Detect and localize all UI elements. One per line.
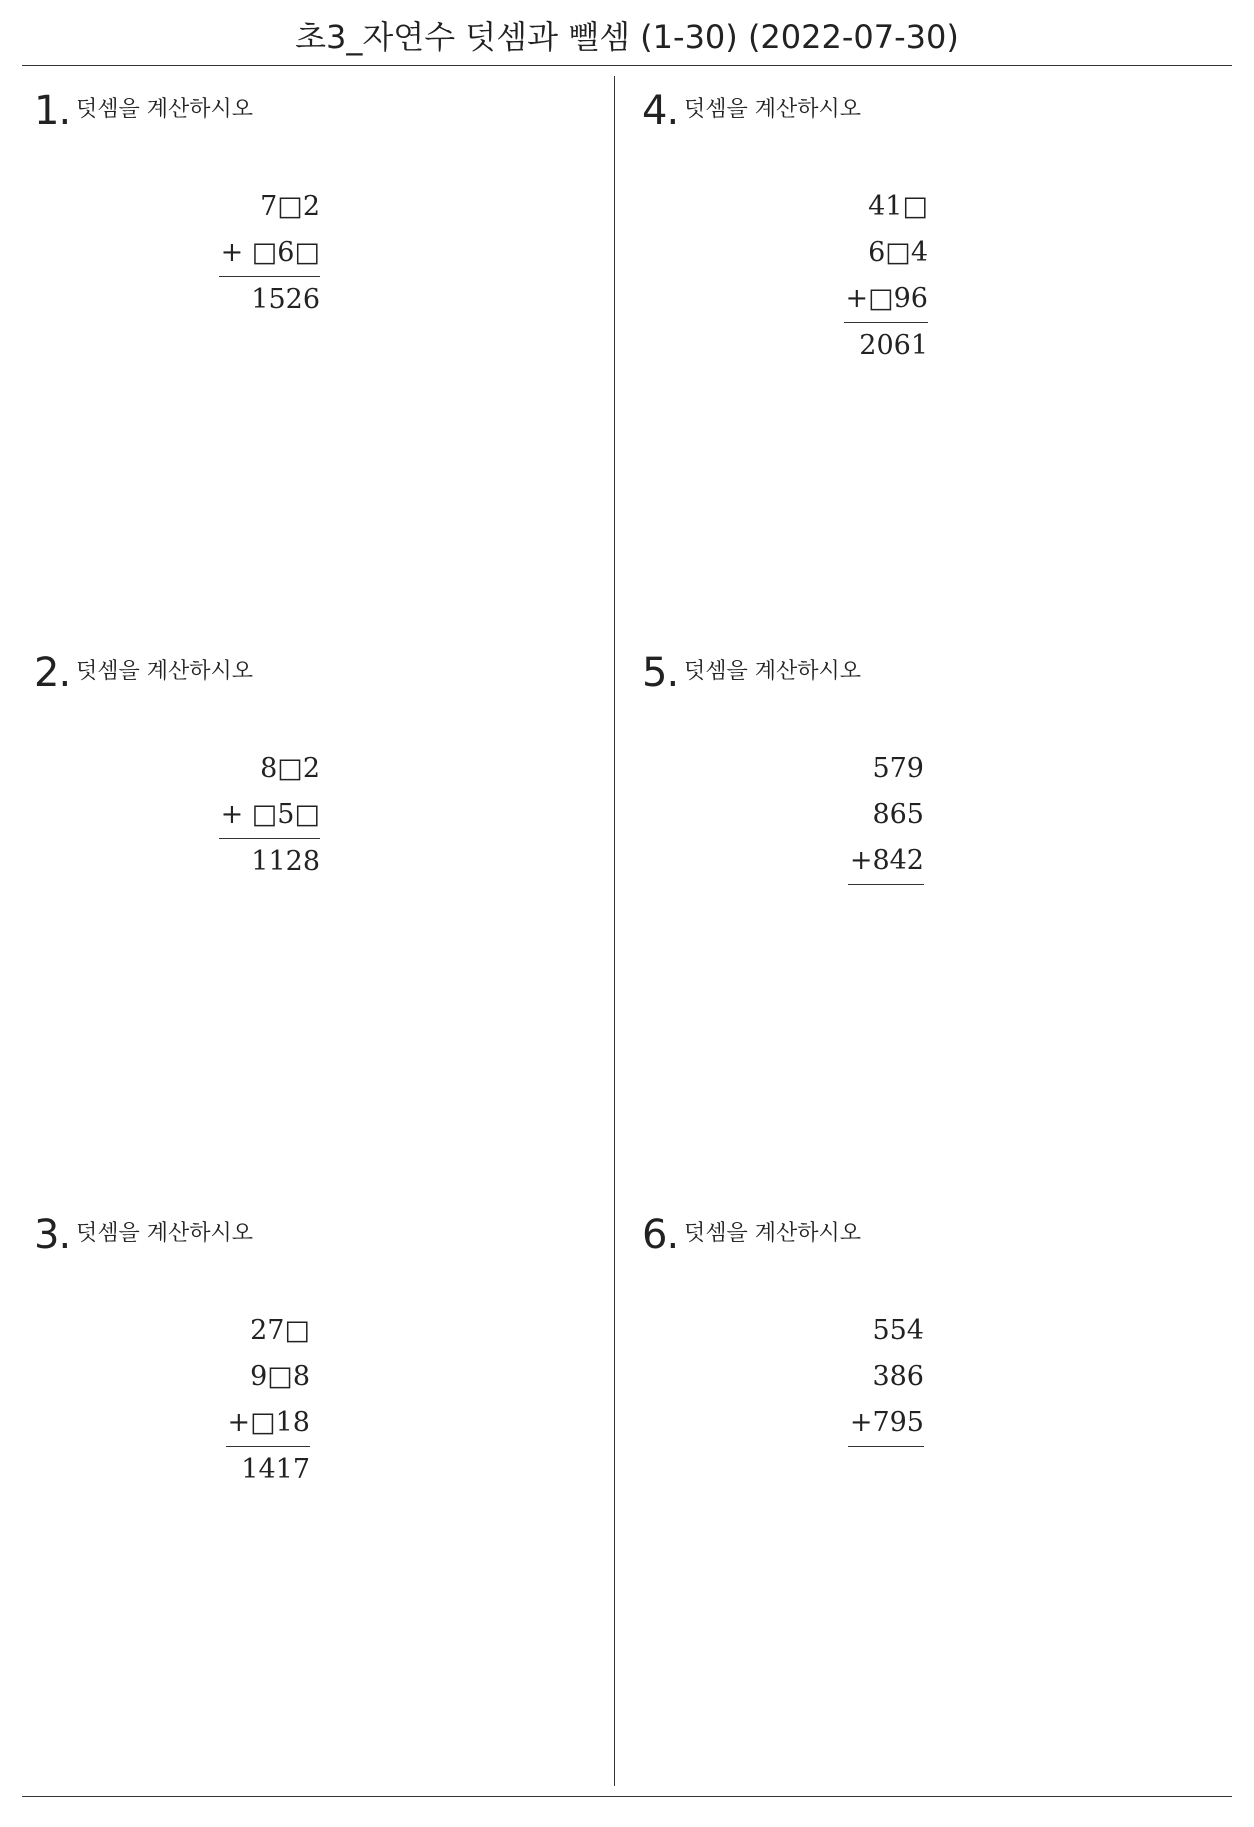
addition-problem: [219, 184, 320, 323]
header-rule: [22, 65, 1232, 66]
operand-line-last: + □6□: [219, 230, 320, 277]
operand-line: 7□2: [260, 191, 320, 222]
sum-line: 1526: [251, 284, 320, 315]
problem-number: 6.: [642, 1212, 679, 1258]
operand-line-last: +□96: [844, 276, 929, 323]
problem-number: 2.: [34, 650, 71, 696]
problem-instruction: 덧셈을 계산하시오: [684, 659, 862, 684]
problem-instruction: 덧셈을 계산하시오: [76, 1221, 254, 1246]
operand-line: 9□8: [250, 1361, 310, 1392]
addition-problem: [219, 746, 320, 885]
problem-3: [22, 1200, 582, 1720]
sum-line: 2061: [859, 330, 928, 361]
sum-line: 1128: [251, 846, 320, 877]
column-divider: [614, 76, 615, 1786]
problem-number: 1.: [34, 88, 71, 134]
addition-problem: [848, 746, 924, 931]
problem-instruction: 덧셈을 계산하시오: [76, 659, 254, 684]
problem-5: [630, 638, 1190, 1158]
problem-instruction: 덧셈을 계산하시오: [76, 97, 254, 122]
problem-2: [22, 638, 582, 1158]
operand-line-last: +□18: [226, 1400, 311, 1447]
operand-line: 386: [872, 1361, 924, 1392]
operand-line: 8□2: [260, 753, 320, 784]
operand-line: 41□: [868, 191, 928, 222]
problem-instruction: 덧셈을 계산하시오: [684, 1221, 862, 1246]
page-title: 초3_자연수 덧셈과 뺄셈 (1-30) (2022-07-30): [295, 18, 959, 56]
operand-line: 27□: [250, 1315, 310, 1346]
operand-line-last: +842: [848, 838, 924, 885]
problem-1: [22, 76, 582, 596]
problem-number: 4.: [642, 88, 679, 134]
problem-4: [630, 76, 1190, 596]
footer-rule: [22, 1796, 1232, 1797]
problem-number: 5.: [642, 650, 679, 696]
problem-6: [630, 1200, 1190, 1720]
operand-line: 579: [872, 753, 924, 784]
addition-problem: [844, 184, 929, 369]
operand-line-last: +795: [848, 1400, 924, 1447]
problem-number: 3.: [34, 1212, 71, 1258]
sum-line: 1417: [241, 1454, 310, 1485]
problem-instruction: 덧셈을 계산하시오: [684, 97, 862, 122]
sum-line: [848, 885, 924, 931]
operand-line-last: + □5□: [219, 792, 320, 839]
operand-line: 865: [872, 799, 924, 830]
addition-problem: [226, 1308, 311, 1493]
addition-problem: [848, 1308, 924, 1493]
sum-line: [848, 1447, 924, 1493]
operand-line: 554: [872, 1315, 924, 1346]
operand-line: 6□4: [868, 237, 928, 268]
